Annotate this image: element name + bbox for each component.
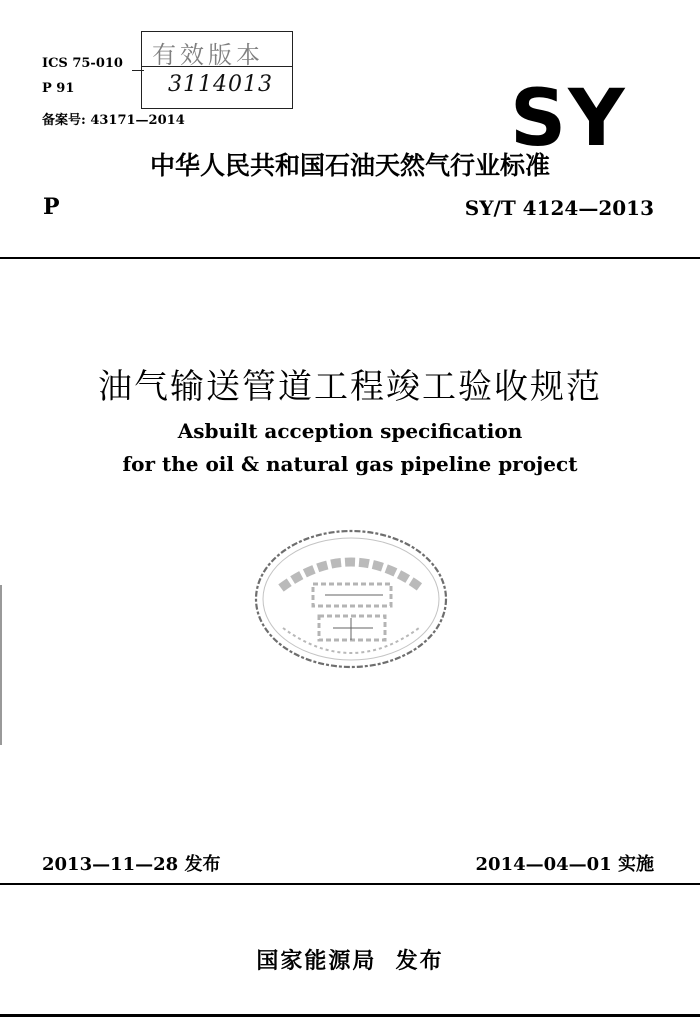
filing-number: 备案号: 43171—2014: [42, 113, 185, 128]
issue-date: 2013—11—28 发布: [42, 854, 221, 875]
handwritten-number: 3114013: [168, 72, 273, 97]
english-title-line-2: for the oil & natural gas pipeline project: [122, 452, 578, 476]
oval-seal-icon: [253, 528, 449, 670]
validity-stamp-text: 有效版本: [152, 41, 264, 69]
publisher: 国家能源局 发布: [256, 949, 444, 974]
standard-number: SY/T 4124—2013: [464, 196, 654, 220]
scan-edge-mark: [0, 585, 2, 745]
category-letter: P: [43, 194, 60, 220]
ics-code: ICS 75-010: [42, 56, 123, 71]
industry-standard-title: 中华人民共和国石油天然气行业标准: [149, 151, 550, 180]
chinese-title: 油气输送管道工程竣工验收规范: [98, 367, 602, 407]
bottom-rule: [0, 1014, 700, 1017]
validity-stamp-divider: [142, 66, 292, 67]
english-title-line-1: Asbuilt acception specification: [177, 419, 523, 443]
header-divider: [0, 257, 700, 259]
footer-divider: [0, 883, 700, 885]
validity-stamp: [141, 31, 293, 109]
p-code: P 91: [42, 81, 75, 96]
implementation-date: 2014—04—01 实施: [475, 854, 654, 875]
sy-logo: SY: [510, 74, 627, 164]
